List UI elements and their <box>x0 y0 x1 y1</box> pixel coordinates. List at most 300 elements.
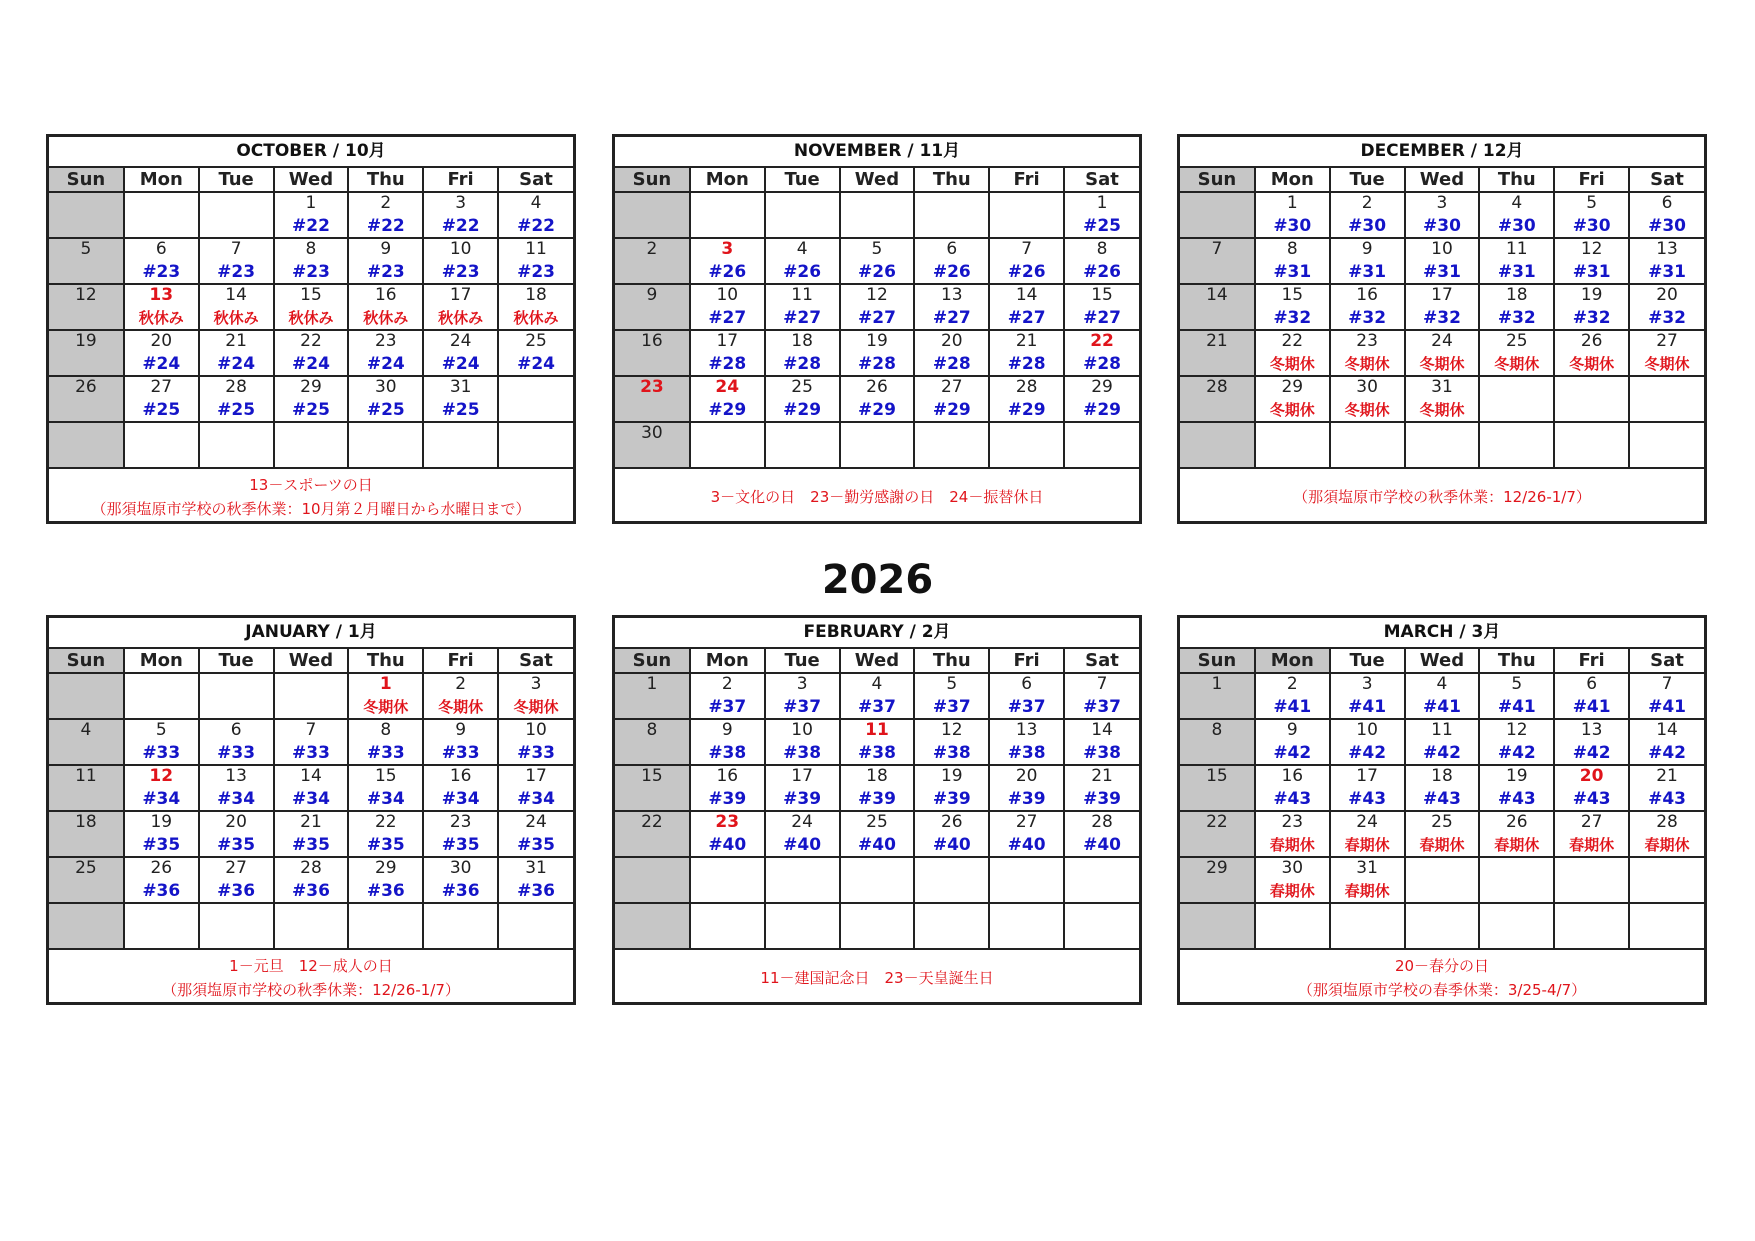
week-row <box>49 376 573 422</box>
day-number: 31 <box>1356 858 1378 878</box>
day-number <box>1256 423 1329 445</box>
day-number: 25 <box>1431 812 1453 832</box>
day-cell <box>1255 192 1330 238</box>
day-cell <box>1479 376 1554 422</box>
month-grid <box>49 649 573 950</box>
week-row <box>615 192 1139 238</box>
week-number: #42 <box>1572 743 1611 763</box>
day-number: 3 <box>1361 674 1373 694</box>
weekday-header: Fri <box>1554 649 1629 673</box>
day-cell <box>1180 765 1255 811</box>
day-number <box>499 377 573 399</box>
day-cell <box>274 284 349 330</box>
day-cell <box>1064 719 1139 765</box>
week-number: #29 <box>858 400 896 420</box>
day-cell <box>423 765 498 811</box>
day-cell <box>274 857 349 903</box>
day-number <box>1630 858 1704 880</box>
day-number: 15 <box>300 285 322 305</box>
day-cell <box>199 903 274 949</box>
day-cell <box>989 376 1064 422</box>
day-number <box>841 193 914 215</box>
day-number: 17 <box>791 766 813 786</box>
month-title: MARCH / 3月 <box>1180 618 1704 649</box>
week-number: #37 <box>708 697 747 717</box>
day-number: 4 <box>871 674 883 694</box>
day-cell <box>840 811 915 857</box>
day-number: 5 <box>946 674 958 694</box>
day-cell <box>1180 192 1255 238</box>
day-cell <box>1180 903 1255 949</box>
month-grid <box>615 649 1139 950</box>
day-cell <box>498 376 573 422</box>
week-number: #33 <box>292 743 330 763</box>
day-number: 27 <box>225 858 247 878</box>
day-number: 25 <box>75 858 97 878</box>
day-cell <box>615 376 690 422</box>
holiday-label: 冬期休 <box>438 698 484 716</box>
day-cell <box>765 719 840 765</box>
day-cell <box>1405 192 1480 238</box>
day-cell <box>1255 284 1330 330</box>
day-cell <box>615 330 690 376</box>
day-number <box>1555 858 1628 880</box>
weekday-header-row <box>1180 649 1704 673</box>
day-cell <box>348 192 423 238</box>
month-november <box>612 134 1142 524</box>
week-row <box>1180 857 1704 903</box>
day-number: 11 <box>791 285 813 305</box>
day-cell <box>423 673 498 719</box>
day-cell <box>498 330 573 376</box>
day-cell <box>423 238 498 284</box>
day-cell <box>765 903 840 949</box>
day-cell <box>1330 765 1405 811</box>
week-number: #42 <box>1423 743 1461 763</box>
holiday-label: 冬期休 <box>363 698 409 716</box>
day-cell <box>615 811 690 857</box>
day-number: 22 <box>641 812 663 832</box>
week-number: #37 <box>858 697 896 717</box>
holiday-label: 秋休み <box>138 309 184 327</box>
day-number: 1 <box>1211 674 1223 694</box>
day-cell <box>690 811 765 857</box>
week-number: #35 <box>517 835 555 855</box>
week-number: #36 <box>292 881 330 901</box>
day-number: 2 <box>455 674 467 694</box>
week-row <box>49 284 573 330</box>
day-number <box>349 904 422 926</box>
day-cell <box>1330 284 1405 330</box>
weekday-header: Mon <box>1255 168 1330 192</box>
day-number: 29 <box>1091 377 1113 397</box>
day-cell <box>49 376 124 422</box>
day-number: 27 <box>940 377 963 397</box>
day-number: 25 <box>1505 331 1528 351</box>
week-number: #40 <box>932 835 971 855</box>
day-number: 11 <box>865 720 889 740</box>
day-cell <box>840 284 915 330</box>
day-cell <box>989 719 1064 765</box>
day-number: 2 <box>646 239 658 259</box>
weekday-header: Sun <box>49 649 124 673</box>
day-cell <box>423 719 498 765</box>
day-cell <box>1330 238 1405 284</box>
day-number: 18 <box>1431 766 1453 786</box>
day-cell <box>1629 238 1704 284</box>
day-number <box>275 423 348 445</box>
day-cell <box>1064 903 1139 949</box>
day-number: 15 <box>641 766 663 786</box>
day-cell <box>1554 422 1629 468</box>
week-number: #34 <box>217 789 256 809</box>
day-cell <box>1064 422 1139 468</box>
weekday-header-row <box>49 168 573 192</box>
day-cell <box>348 238 423 284</box>
week-row <box>49 673 573 719</box>
day-cell <box>199 811 274 857</box>
day-number: 18 <box>791 331 813 351</box>
day-cell <box>423 192 498 238</box>
week-number: #27 <box>1083 308 1121 328</box>
week-number: #34 <box>292 789 330 809</box>
day-number: 14 <box>1656 720 1678 740</box>
holiday-label: 秋休み <box>213 309 259 327</box>
holiday-label: 春期休 <box>1344 882 1390 900</box>
week-number: #42 <box>1648 743 1686 763</box>
day-cell <box>615 903 690 949</box>
week-row <box>1180 376 1704 422</box>
week-number: #23 <box>217 262 256 282</box>
day-cell <box>1554 719 1629 765</box>
day-cell <box>765 330 840 376</box>
weekday-header: Fri <box>989 168 1064 192</box>
day-cell <box>765 192 840 238</box>
day-cell <box>1479 330 1554 376</box>
day-number: 4 <box>80 720 92 740</box>
day-cell <box>914 673 989 719</box>
day-number: 12 <box>866 285 888 305</box>
week-row <box>615 376 1139 422</box>
holiday-note <box>615 469 1139 525</box>
weekday-header-row <box>615 649 1139 673</box>
day-cell <box>274 719 349 765</box>
day-cell <box>840 238 915 284</box>
day-number: 19 <box>940 766 963 786</box>
week-number: #33 <box>366 743 405 763</box>
day-cell <box>1255 719 1330 765</box>
weekday-header: Thu <box>348 168 423 192</box>
day-cell <box>914 903 989 949</box>
week-number: #29 <box>1083 400 1121 420</box>
day-cell <box>423 422 498 468</box>
day-cell <box>423 903 498 949</box>
holiday-note <box>1180 950 1704 1006</box>
day-number <box>275 674 348 696</box>
week-number: #38 <box>932 743 971 763</box>
day-number: 28 <box>300 858 322 878</box>
holiday-label: 冬期休 <box>513 698 559 716</box>
day-number <box>915 858 988 880</box>
day-cell <box>840 903 915 949</box>
day-cell <box>1479 422 1554 468</box>
day-cell <box>914 719 989 765</box>
day-number: 1 <box>1286 193 1298 213</box>
day-number: 31 <box>525 858 547 878</box>
day-number: 20 <box>225 812 247 832</box>
week-row <box>49 330 573 376</box>
day-cell <box>274 192 349 238</box>
day-cell <box>1180 238 1255 284</box>
week-number: #31 <box>1572 262 1611 282</box>
day-cell <box>498 284 573 330</box>
day-cell <box>274 422 349 468</box>
note-line: （那須塩原市学校の秋季休業：12/26-1/7） <box>1293 488 1591 506</box>
weekday-header: Thu <box>914 168 989 192</box>
day-number <box>691 193 764 215</box>
day-number: 18 <box>866 766 888 786</box>
week-number: #30 <box>1348 216 1387 236</box>
day-number <box>1406 858 1479 880</box>
week-number: #26 <box>932 262 971 282</box>
day-number: 7 <box>230 239 242 259</box>
day-cell <box>615 238 690 284</box>
day-cell <box>274 673 349 719</box>
day-number <box>499 423 573 445</box>
week-number: #42 <box>1273 743 1312 763</box>
month-december <box>1177 134 1707 524</box>
holiday-label: 春期休 <box>1269 836 1315 854</box>
day-number <box>1555 423 1628 445</box>
week-number: #39 <box>708 789 747 809</box>
day-number: 20 <box>1579 766 1604 786</box>
day-number <box>1630 377 1704 399</box>
day-number: 30 <box>641 423 663 443</box>
day-cell <box>914 376 989 422</box>
week-number: #32 <box>1497 308 1536 328</box>
week-number: #29 <box>932 400 971 420</box>
day-number: 8 <box>1286 239 1298 259</box>
weekday-header: Mon <box>124 649 199 673</box>
day-number: 6 <box>946 239 958 259</box>
day-number: 26 <box>866 377 888 397</box>
day-cell <box>1479 857 1554 903</box>
day-cell <box>1330 422 1405 468</box>
week-number: #25 <box>1083 216 1121 236</box>
month-january <box>46 615 576 1005</box>
day-number: 5 <box>155 720 167 740</box>
week-number: #28 <box>708 354 747 374</box>
weekday-header: Fri <box>1554 168 1629 192</box>
day-cell <box>124 857 199 903</box>
day-cell <box>914 765 989 811</box>
day-number: 19 <box>150 812 173 832</box>
week-number: #36 <box>217 881 256 901</box>
day-cell <box>423 284 498 330</box>
day-cell <box>1064 857 1139 903</box>
week-number: #39 <box>783 789 822 809</box>
day-number <box>1480 858 1553 880</box>
day-number: 1 <box>1096 193 1108 213</box>
day-cell <box>1180 811 1255 857</box>
week-row <box>1180 330 1704 376</box>
day-cell <box>49 284 124 330</box>
day-cell <box>989 857 1064 903</box>
day-number <box>49 674 123 696</box>
day-number: 16 <box>1281 766 1304 786</box>
day-cell <box>1405 857 1480 903</box>
day-number <box>349 423 422 445</box>
weekday-header: Thu <box>348 649 423 673</box>
day-number: 9 <box>1286 720 1298 740</box>
day-number: 28 <box>1206 377 1228 397</box>
week-number: #28 <box>783 354 822 374</box>
day-cell <box>498 422 573 468</box>
day-number <box>1480 377 1553 399</box>
day-cell <box>1064 811 1139 857</box>
day-number <box>1180 423 1254 445</box>
weekday-header: Thu <box>1479 649 1554 673</box>
week-number: #34 <box>366 789 405 809</box>
day-number: 10 <box>449 239 472 259</box>
weekday-header: Fri <box>423 168 498 192</box>
day-number: 24 <box>1431 331 1453 351</box>
day-number: 27 <box>150 377 173 397</box>
day-cell <box>765 673 840 719</box>
week-number: #26 <box>1007 262 1046 282</box>
day-cell <box>1479 284 1554 330</box>
day-cell <box>1255 673 1330 719</box>
day-number <box>691 904 764 926</box>
day-cell <box>1479 673 1554 719</box>
weekday-header: Wed <box>1405 168 1480 192</box>
day-number: 24 <box>525 812 547 832</box>
day-number: 29 <box>300 377 322 397</box>
week-number: #43 <box>1497 789 1536 809</box>
day-number: 16 <box>1356 285 1378 305</box>
day-cell <box>690 765 765 811</box>
day-number <box>915 904 988 926</box>
holiday-label: 秋休み <box>438 309 484 327</box>
day-cell <box>1405 811 1480 857</box>
day-number: 16 <box>641 331 663 351</box>
day-number: 30 <box>374 377 397 397</box>
day-cell <box>1479 903 1554 949</box>
day-number: 17 <box>1431 285 1453 305</box>
day-cell <box>49 330 124 376</box>
week-number: #23 <box>366 262 405 282</box>
day-number: 8 <box>380 720 392 740</box>
holiday-note <box>1180 469 1704 525</box>
day-cell <box>840 330 915 376</box>
week-number: #30 <box>1497 216 1536 236</box>
week-number: #32 <box>1273 308 1312 328</box>
day-number: 11 <box>1505 239 1528 259</box>
day-number: 27 <box>1015 812 1038 832</box>
week-row <box>1180 673 1704 719</box>
day-number: 7 <box>1661 674 1673 694</box>
day-cell <box>498 903 573 949</box>
day-number: 13 <box>1015 720 1038 740</box>
weekday-header: Tue <box>765 649 840 673</box>
week-number: #23 <box>517 262 555 282</box>
day-number: 6 <box>1661 193 1673 213</box>
day-number: 14 <box>300 766 322 786</box>
month-grid <box>49 168 573 469</box>
week-number: #40 <box>783 835 822 855</box>
day-cell <box>914 811 989 857</box>
day-cell <box>1629 376 1704 422</box>
weekday-header: Sun <box>1180 168 1255 192</box>
day-number: 9 <box>455 720 467 740</box>
day-number: 26 <box>1580 331 1603 351</box>
month-grid <box>615 168 1139 469</box>
week-number: #33 <box>441 743 480 763</box>
week-number: #33 <box>517 743 555 763</box>
day-number <box>1480 423 1553 445</box>
day-number: 2 <box>721 674 733 694</box>
week-row <box>49 857 573 903</box>
day-number <box>200 423 273 445</box>
week-row <box>1180 192 1704 238</box>
week-number: #31 <box>1497 262 1536 282</box>
week-number: #35 <box>217 835 256 855</box>
week-number: #25 <box>217 400 256 420</box>
day-cell <box>1554 376 1629 422</box>
week-number: #27 <box>783 308 822 328</box>
day-cell <box>1479 238 1554 284</box>
week-number: #36 <box>366 881 405 901</box>
weekday-header: Fri <box>423 649 498 673</box>
day-cell <box>49 719 124 765</box>
holiday-label: 冬期休 <box>1344 355 1390 373</box>
day-cell <box>124 811 199 857</box>
day-cell <box>1629 811 1704 857</box>
day-cell <box>199 719 274 765</box>
week-number: #43 <box>1572 789 1611 809</box>
day-cell <box>1064 673 1139 719</box>
week-number: #34 <box>441 789 480 809</box>
day-number: 20 <box>940 331 963 351</box>
week-number: #31 <box>1648 262 1686 282</box>
day-cell <box>690 330 765 376</box>
day-number: 6 <box>155 239 167 259</box>
day-number: 18 <box>75 812 97 832</box>
day-number: 10 <box>1356 720 1378 740</box>
week-number: #41 <box>1273 697 1312 717</box>
day-cell <box>199 765 274 811</box>
week-number: #41 <box>1572 697 1611 717</box>
day-number <box>990 193 1063 215</box>
day-cell <box>1629 330 1704 376</box>
day-number: 17 <box>449 285 472 305</box>
day-number <box>766 423 839 445</box>
day-number: 27 <box>1656 331 1678 351</box>
day-cell <box>49 422 124 468</box>
month-title: JANUARY / 1月 <box>49 618 573 649</box>
day-number: 25 <box>791 377 813 397</box>
day-number: 26 <box>940 812 963 832</box>
holiday-label: 冬期休 <box>1269 401 1315 419</box>
week-row <box>615 765 1139 811</box>
week-number: #36 <box>142 881 181 901</box>
day-number: 21 <box>300 812 322 832</box>
day-cell <box>1180 719 1255 765</box>
month-title: OCTOBER / 10月 <box>49 137 573 168</box>
week-number: #39 <box>932 789 971 809</box>
week-number: #42 <box>1348 743 1387 763</box>
day-number: 22 <box>1206 812 1228 832</box>
